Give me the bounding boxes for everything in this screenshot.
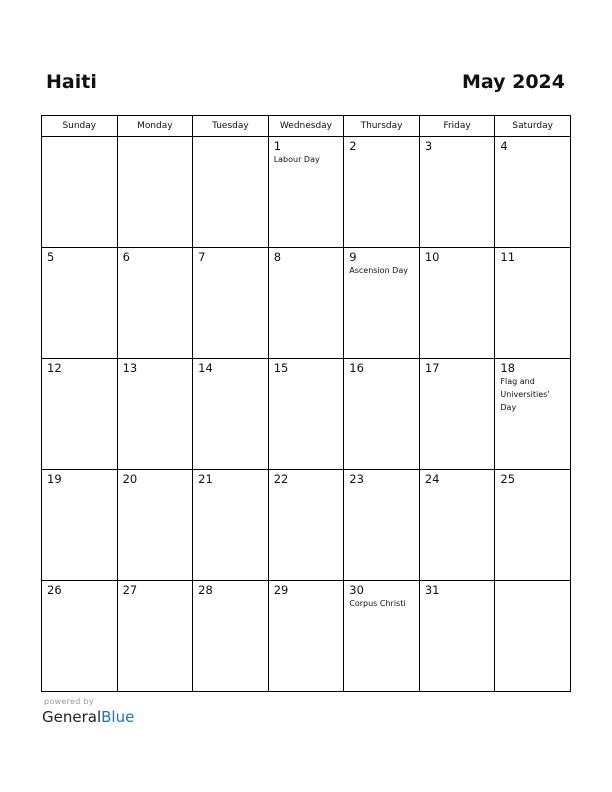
- day-cell[interactable]: [193, 359, 269, 470]
- generalblue-logo[interactable]: [42, 708, 134, 726]
- day-number: 22: [273, 472, 289, 486]
- day-number: 26: [47, 583, 62, 597]
- day-number: 17: [424, 361, 440, 375]
- brand-general-text: General: [42, 708, 102, 726]
- day-cell[interactable]: [344, 248, 420, 359]
- weekday-header: Friday: [419, 116, 495, 137]
- day-cell[interactable]: [419, 137, 495, 248]
- day-number: 25: [500, 472, 516, 486]
- day-cell[interactable]: [117, 137, 193, 248]
- weekday-header: Wednesday: [268, 116, 344, 137]
- month-year-title: May 2024: [461, 71, 565, 93]
- day-number: [42, 137, 117, 139]
- holiday-label: Flag and Universities’ Day: [500, 377, 550, 412]
- day-cell[interactable]: [344, 137, 420, 248]
- holiday-label: Corpus Christi: [349, 599, 406, 608]
- week-row: [42, 581, 571, 692]
- day-cell[interactable]: [268, 359, 344, 470]
- day-cell[interactable]: [495, 248, 571, 359]
- day-number: [193, 137, 268, 139]
- day-number: [118, 137, 193, 139]
- day-number: 31: [424, 583, 440, 597]
- day-cell[interactable]: [419, 470, 495, 581]
- weekday-header: Saturday: [495, 116, 571, 137]
- calendar-grid: [41, 115, 571, 692]
- brand-blue-text: Blue: [101, 708, 135, 726]
- day-number: 23: [349, 472, 364, 486]
- day-number: 12: [47, 361, 62, 375]
- weekday-header: Sunday: [42, 116, 118, 137]
- day-number: 27: [122, 583, 138, 597]
- day-cell[interactable]: [495, 137, 571, 248]
- day-number: 24: [424, 472, 440, 486]
- day-cell[interactable]: [268, 137, 344, 248]
- day-cell[interactable]: [193, 470, 269, 581]
- day-number: 16: [349, 361, 364, 375]
- day-number: 6: [122, 250, 130, 264]
- day-cell[interactable]: [344, 581, 420, 692]
- day-cell[interactable]: [117, 359, 193, 470]
- day-cell[interactable]: [193, 248, 269, 359]
- weekday-header: Monday: [117, 116, 193, 137]
- day-cell[interactable]: [268, 581, 344, 692]
- day-number: 4: [500, 139, 508, 153]
- day-number: 14: [198, 361, 213, 375]
- day-number: 9: [349, 250, 357, 264]
- day-cell[interactable]: [419, 581, 495, 692]
- week-row: [42, 470, 571, 581]
- day-number: 20: [122, 472, 138, 486]
- country-title: Haiti: [46, 71, 97, 93]
- week-row: [42, 137, 571, 248]
- day-cell[interactable]: [117, 470, 193, 581]
- week-row: [42, 359, 571, 470]
- day-cell[interactable]: [117, 581, 193, 692]
- day-cell[interactable]: [419, 359, 495, 470]
- day-number: 30: [349, 583, 364, 597]
- day-number: 8: [273, 250, 282, 264]
- day-cell[interactable]: [42, 359, 118, 470]
- day-cell[interactable]: [42, 248, 118, 359]
- day-number: 10: [424, 250, 440, 264]
- powered-by-label: powered by: [44, 697, 94, 706]
- day-cell[interactable]: [42, 581, 118, 692]
- day-number: 3: [424, 139, 433, 153]
- day-number: 5: [47, 250, 55, 264]
- day-cell[interactable]: [42, 470, 118, 581]
- day-cell[interactable]: [344, 470, 420, 581]
- day-cell[interactable]: [268, 248, 344, 359]
- day-cell[interactable]: [117, 248, 193, 359]
- day-number: 28: [198, 583, 213, 597]
- day-cell[interactable]: [495, 359, 571, 470]
- day-number: [495, 581, 570, 583]
- weekday-header-row: [42, 116, 571, 137]
- day-cell[interactable]: [193, 581, 269, 692]
- day-cell[interactable]: [344, 359, 420, 470]
- weekday-header: Thursday: [344, 116, 420, 137]
- day-number: 15: [273, 361, 289, 375]
- day-number: 19: [47, 472, 62, 486]
- day-cell[interactable]: [419, 248, 495, 359]
- day-number: 13: [122, 361, 138, 375]
- day-number: 29: [273, 583, 289, 597]
- day-cell[interactable]: [495, 470, 571, 581]
- day-cell[interactable]: [268, 470, 344, 581]
- day-number: 11: [500, 250, 516, 264]
- day-number: 2: [349, 139, 357, 153]
- week-row: [42, 248, 571, 359]
- day-cell[interactable]: [495, 581, 571, 692]
- day-number: 18: [500, 361, 516, 375]
- weekday-header: Tuesday: [193, 116, 269, 137]
- day-cell[interactable]: [193, 137, 269, 248]
- holiday-label: Labour Day: [273, 155, 320, 164]
- day-cell[interactable]: [42, 137, 118, 248]
- day-number: 21: [198, 472, 213, 486]
- day-number: 7: [198, 250, 206, 264]
- holiday-label: Ascension Day: [349, 266, 408, 275]
- day-number: 1: [273, 139, 282, 153]
